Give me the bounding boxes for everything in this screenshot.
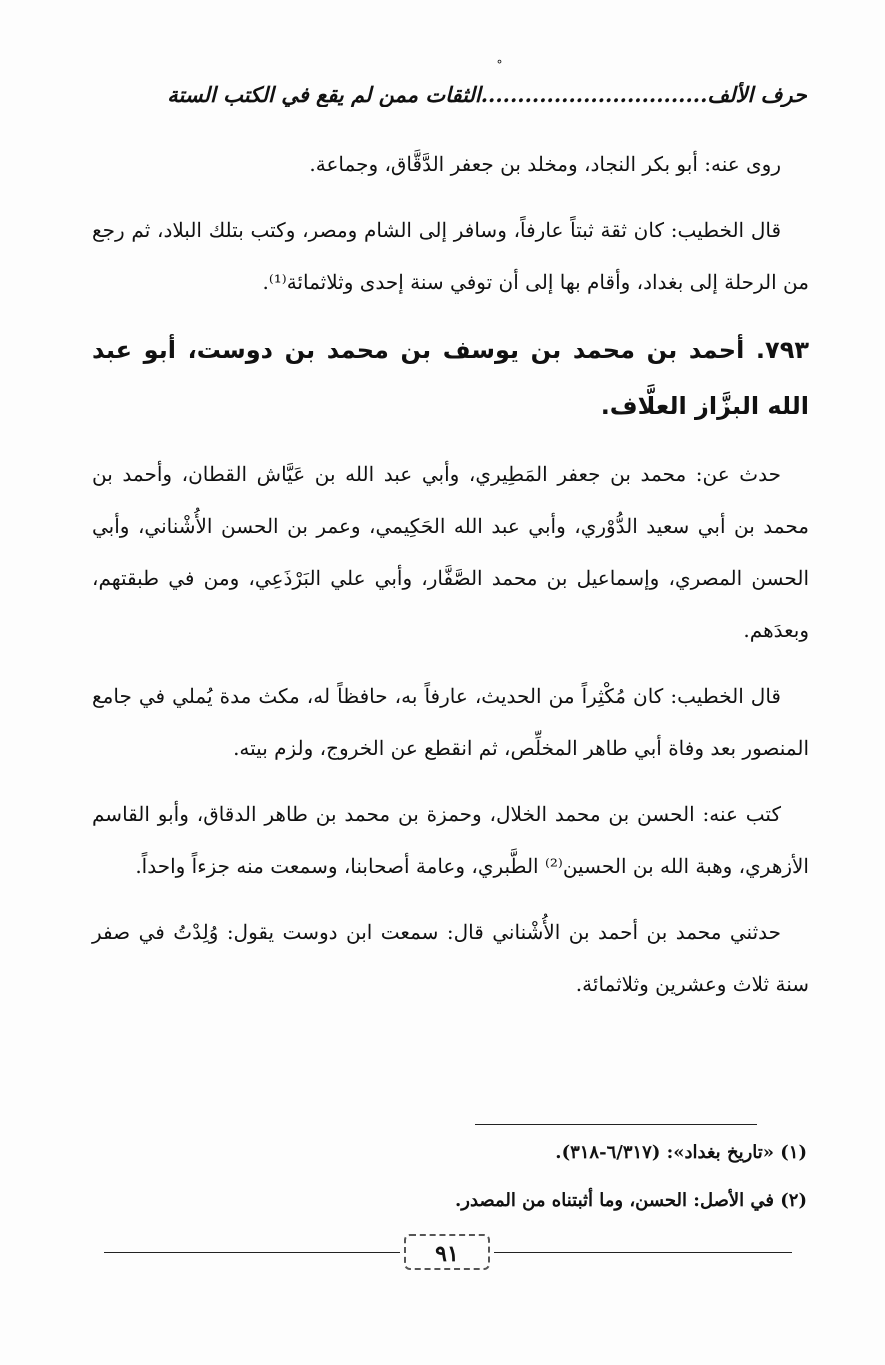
footnote: (٢) في الأصل: الحسن، وما أثبتناه من المصدر. <box>455 1190 807 1211</box>
bottom-rule <box>494 1252 792 1253</box>
paragraph: حدث عن: محمد بن جعفر المَطِيري، وأبي عبد الله بن عَيَّاش القطان، وأحمد بن محمد بن أبي سعيد الدُّوْري، وأبي عبد الله الحَكِيمي، وعمر بن الحسن الأُشْناني، وأبي الحسن المصري، وإسماعيل بن محمد الصَّفَّار، وأبي علي البَرْذَعِي، ومن في طبقتهم، وبعدَهم. <box>92 462 809 642</box>
running-header <box>100 82 807 107</box>
paragraph: كتب عنه: الحسن بن محمد الخلال، وحمزة بن محمد بن طاهر الدقاق، وأبو القاسم الأزهري، وهبة الله بن الحسين⁽²⁾ الطَّبري، وعامة أصحابنا، وسمعت منه جزءاً واحداً. <box>92 802 809 878</box>
header-chapter: حرف الألف <box>707 82 807 107</box>
paragraph: روى عنه: أبو بكر النجاد، ومخلد بن جعفر الدَّقَّاق، وجماعة. <box>309 152 781 176</box>
header-book-title: الثقات ممن لم يقع في الكتب الستة <box>167 82 481 107</box>
paragraph: قال الخطيب: كان ثقة ثبتاً عارفاً، وسافر إلى الشام ومصر، وكتب بتلك البلاد، ثم رجع من الرحلة إلى بغداد، وأقام بها إلى أن توفي سنة إحدى وثلاثمائة⁽¹⁾. <box>92 218 809 294</box>
paragraph: قال الخطيب: كان مُكْثِراً من الحديث، عارفاً به، حافظاً له، مكث مدة يُملي في جامع المنصور بعد وفاة أبي طاهر المخلِّص، ثم انقطع عن الخروج، ولزم بيته. <box>92 684 809 760</box>
bottom-rule <box>104 1252 400 1253</box>
header-dots: ............................... <box>480 82 708 107</box>
paragraph: حدثني محمد بن أحمد بن الأُشْناني قال: سمعت ابن دوست يقول: وُلِدْتُ في صفر سنة ثلاث وعشرين وثلاثمائة. <box>92 920 809 996</box>
footnote-divider <box>475 1124 757 1125</box>
page-number: ٩١ <box>404 1234 490 1270</box>
footnote: (١) «تاريخ بغداد»: (٦/٣١٧-٣١٨). <box>555 1142 807 1163</box>
page-body <box>92 138 809 1024</box>
entry-heading: ٧٩٣. أحمد بن محمد بن يوسف بن محمد بن دوست، أبو عبد الله البزَّاز العلَّاف. <box>92 336 809 420</box>
